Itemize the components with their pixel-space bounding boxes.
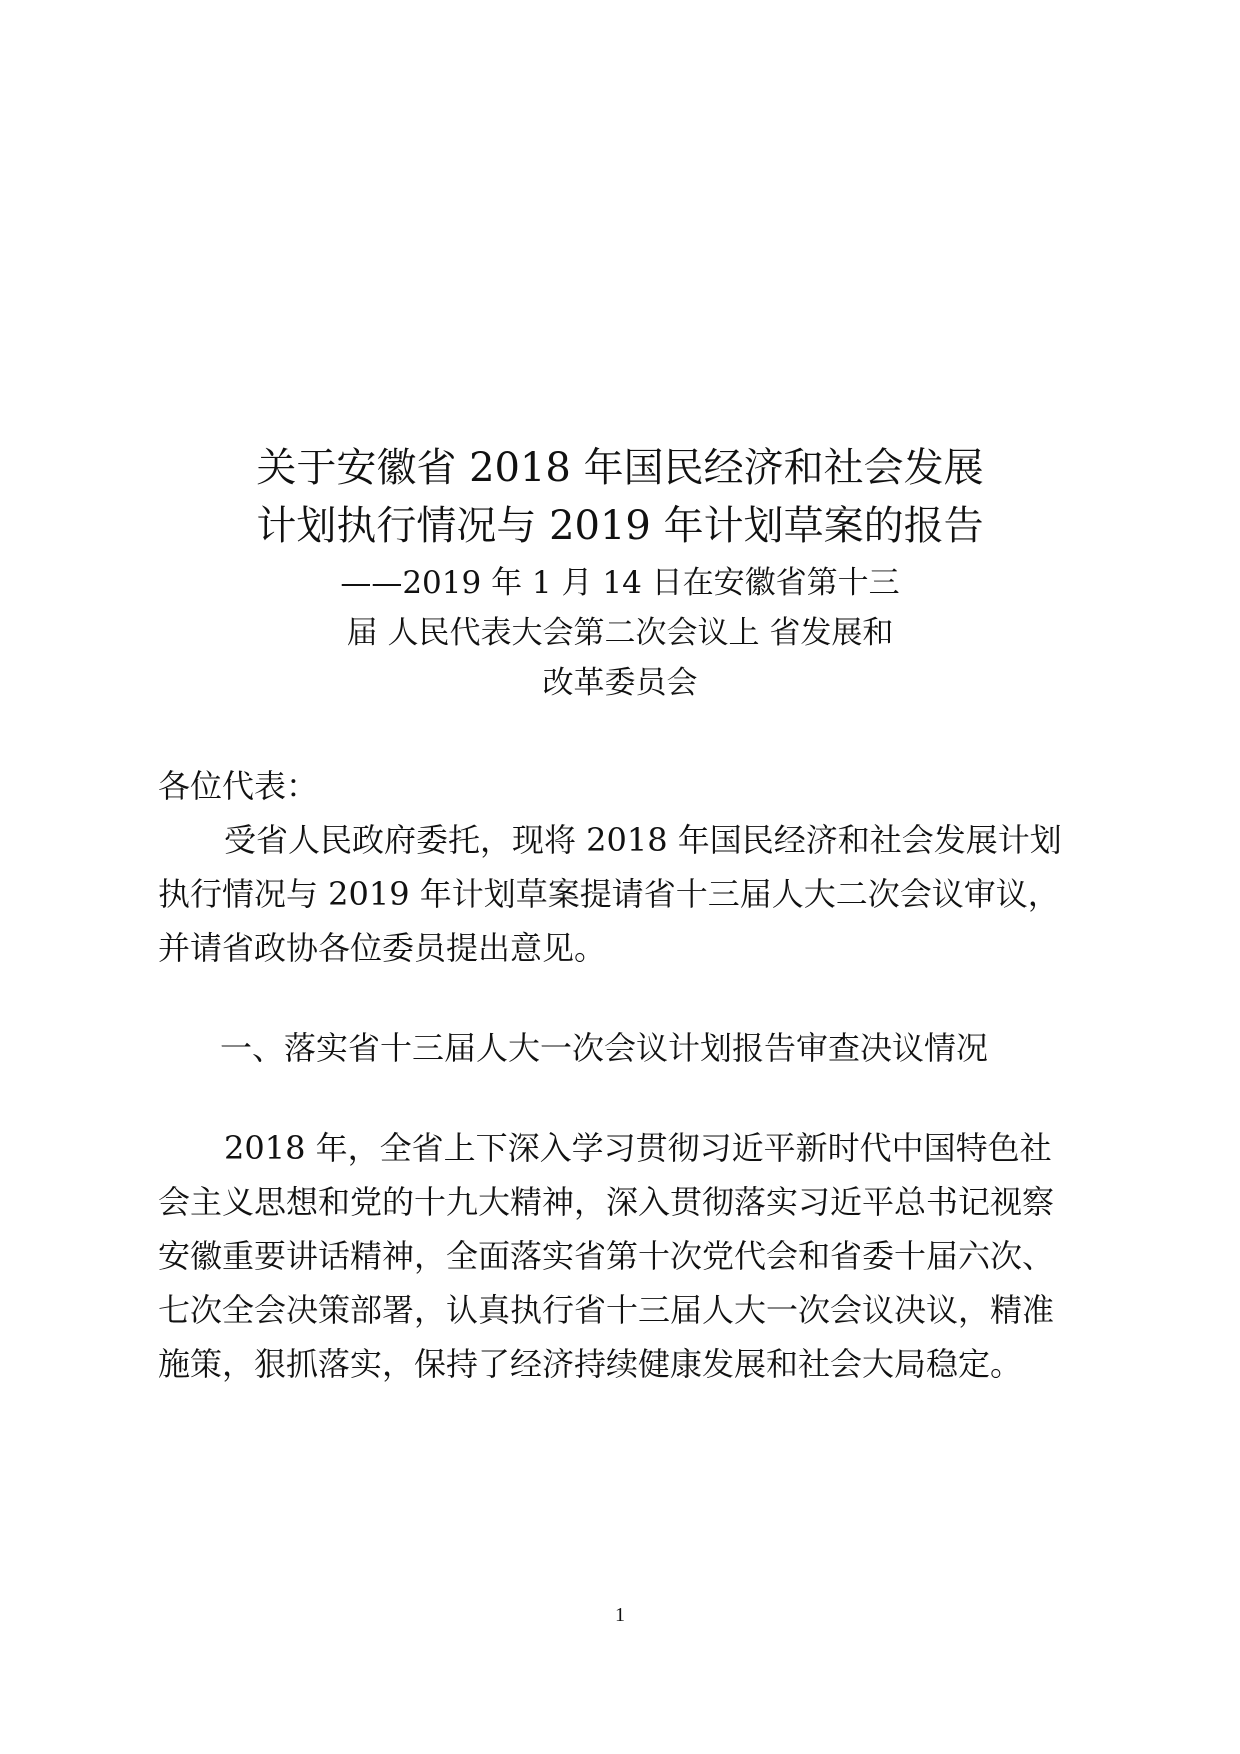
paragraph-line-3: 安徽重要讲话精神，全面落实省第十次党代会和省委十届六次、 — [158, 1237, 1055, 1275]
title-line-1: 关于安徽省 2018 年国民经济和社会发展 — [256, 445, 984, 491]
subtitle-line-2: 届 人民代表大会第二次会议上 省发展和 — [346, 615, 894, 651]
intro-line-3: 并请省政协各位委员提出意见。 — [158, 929, 607, 967]
subtitle-line-3: 改革委员会 — [542, 665, 698, 701]
intro-line-1: 受省人民政府委托，现将 2018 年国民经济和社会发展计划 — [224, 821, 1062, 859]
paragraph-line-5: 施策，狠抓落实，保持了经济持续健康发展和社会大局稳定。 — [158, 1345, 1023, 1383]
intro-line-2: 执行情况与 2019 年计划草案提请省十三届人大二次会议审议， — [158, 875, 1060, 913]
paragraph-line-4: 七次全会决策部署，认真执行省十三届人大一次会议决议，精准 — [158, 1291, 1055, 1329]
paragraph-line-1: 2018 年，全省上下深入学习贯彻习近平新时代中国特色社 — [224, 1129, 1052, 1167]
paragraph-line-2: 会主义思想和党的十九大精神，深入贯彻落实习近平总书记视察 — [158, 1183, 1055, 1221]
page-number: 1 — [615, 1604, 625, 1626]
salutation: 各位代表： — [158, 767, 319, 805]
subtitle-line-1: ——2019 年 1 月 14 日在安徽省第十三 — [340, 565, 900, 601]
title-line-2: 计划执行情况与 2019 年计划草案的报告 — [256, 503, 984, 549]
section-heading: 一、落实省十三届人大一次会议计划报告审查决议情况 — [220, 1029, 989, 1067]
